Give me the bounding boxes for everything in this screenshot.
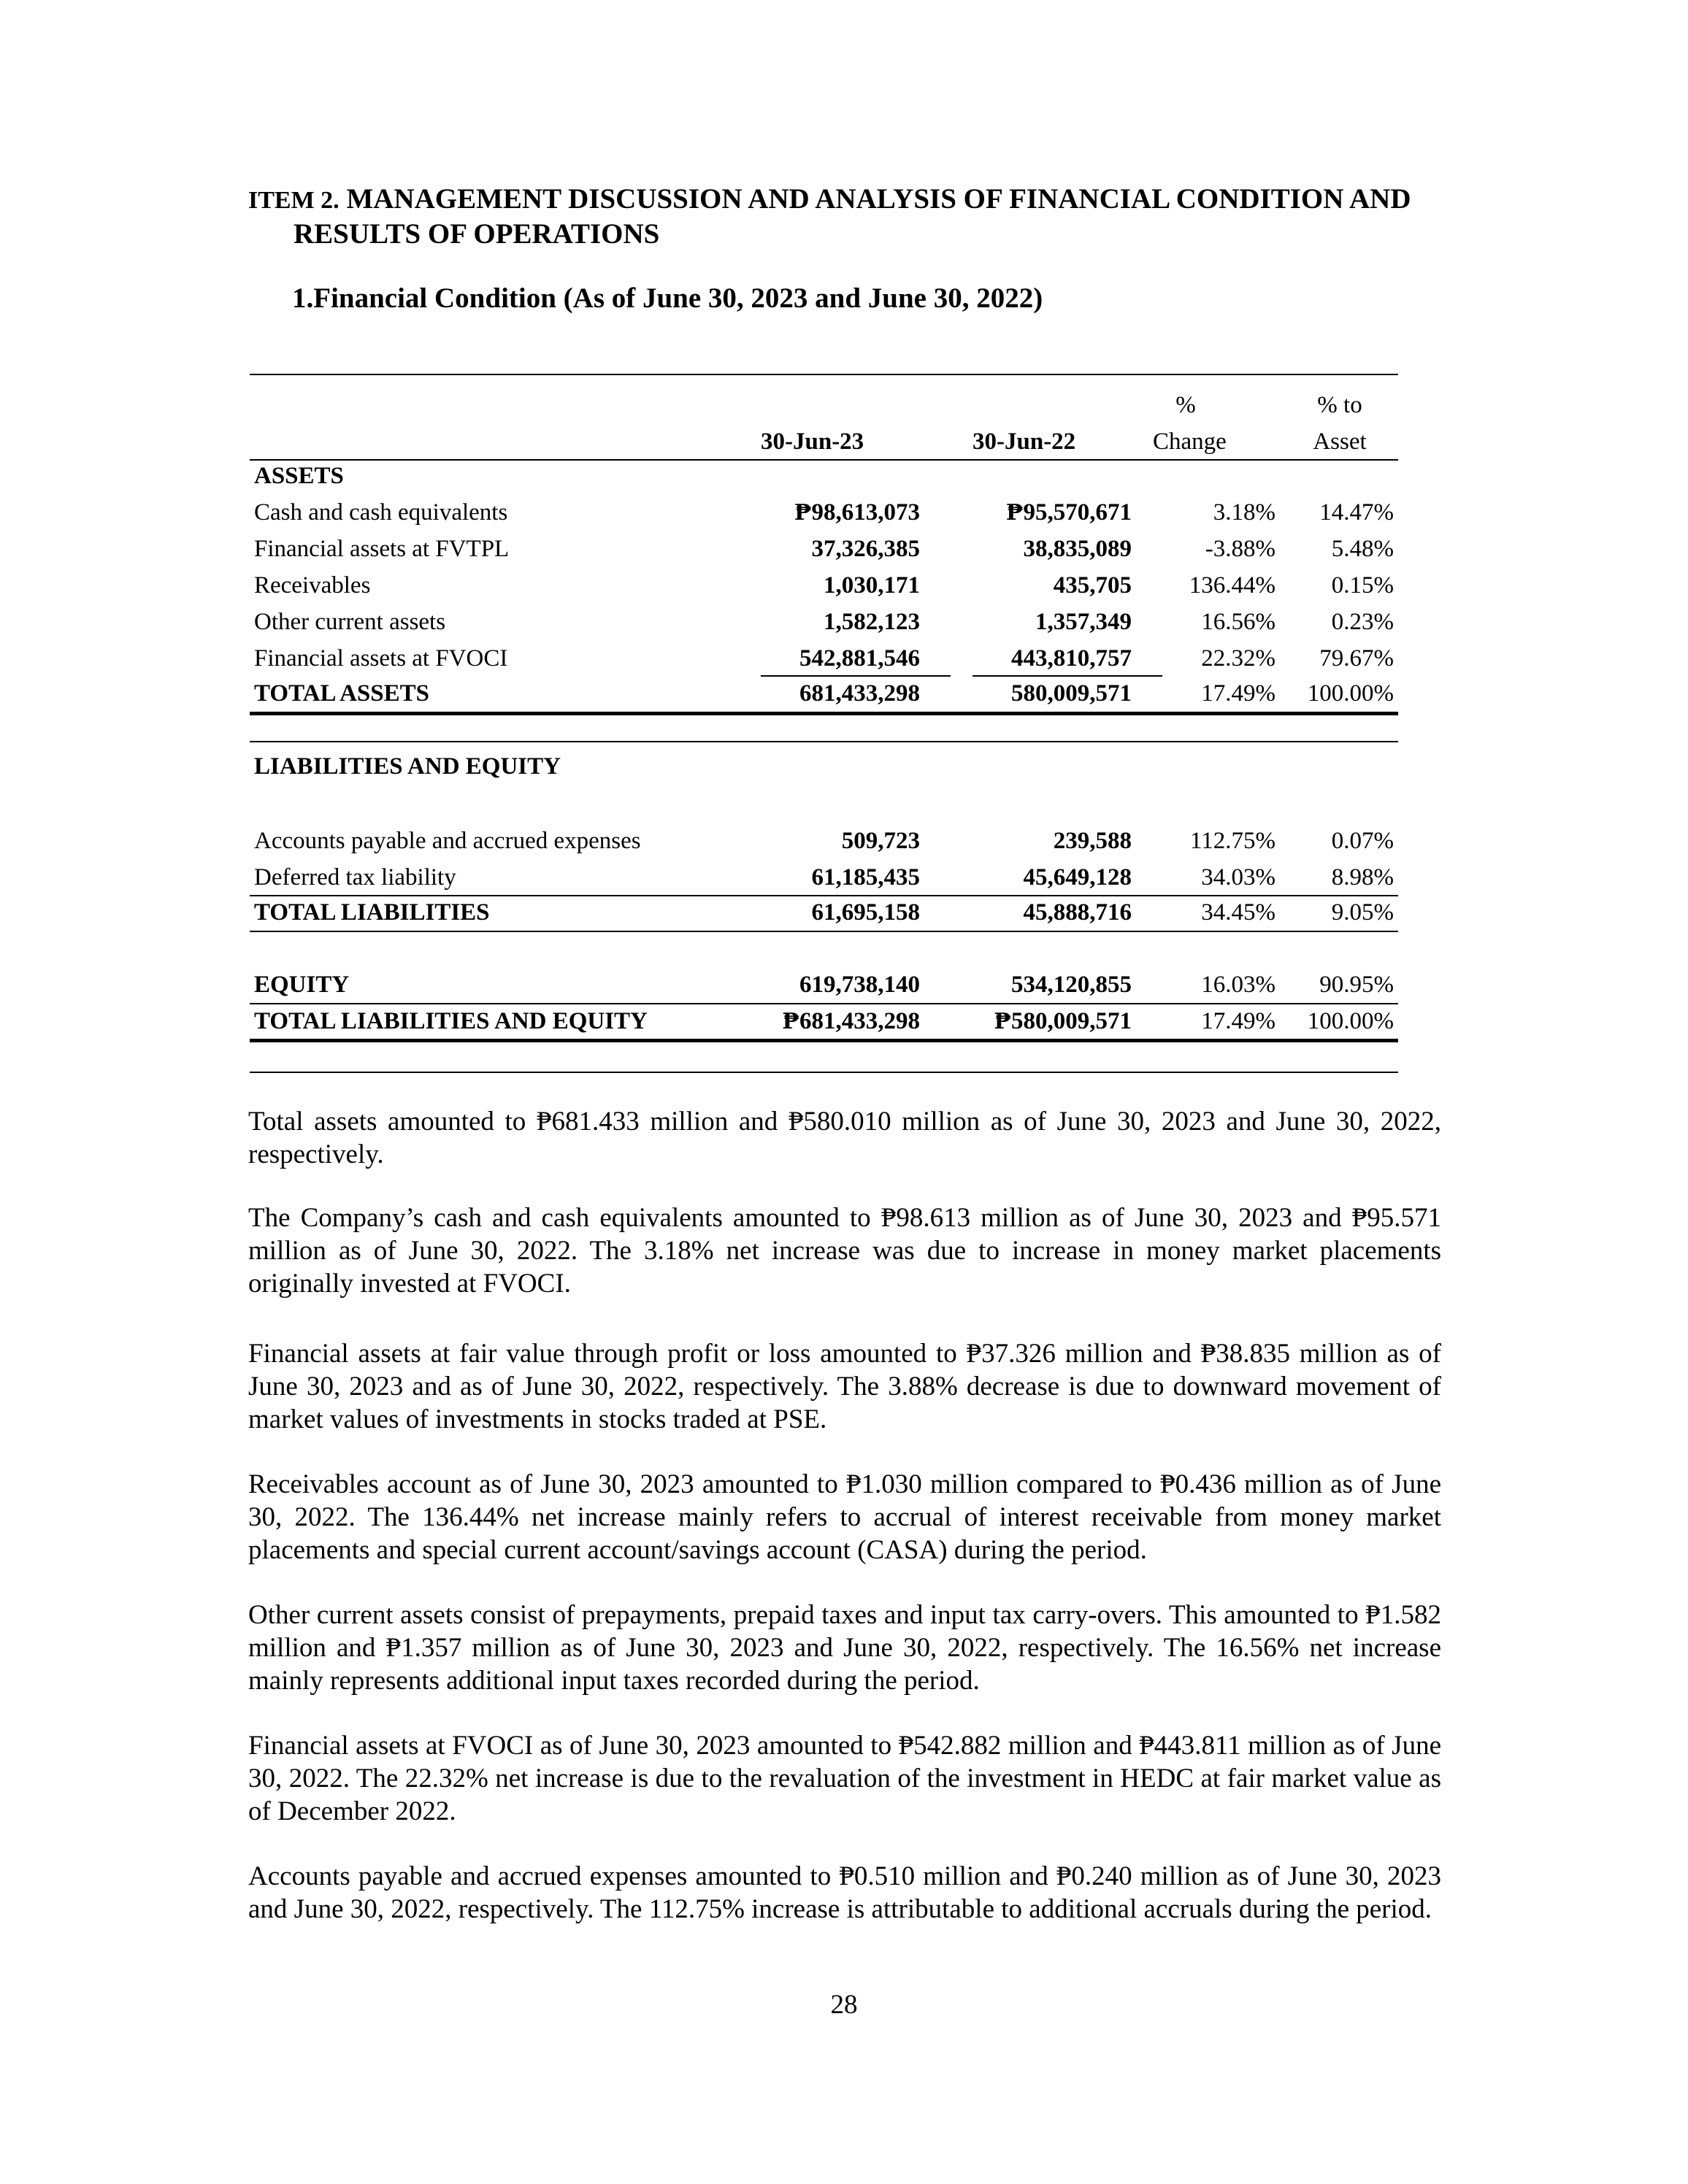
item-heading: [248, 182, 1453, 251]
section-title: 1.Financial Condition (As of June 30, 2023 and June 30, 2022): [292, 282, 1043, 314]
total-liabilities-equity-row: TOTAL LIABILITIES AND EQUITY ₱681,433,298 ₱580,009,571 17.49% 100.00%: [254, 1008, 1394, 1034]
paragraph-cash: The Company’s cash and cash equivalents amounted to ₱98.613 million as of June 30, 2023 and ₱95.571 million as of June 30, 2022. The 3.18% net increase was due to increase in money market placements originally invested at FVOCI.: [248, 1203, 1441, 1299]
table-row: Deferred tax liability 61,185,435 45,649,128 34.03% 8.98%: [254, 864, 1394, 891]
item-title-line1: MANAGEMENT DISCUSSION AND ANALYSIS OF FINANCIAL CONDITION AND: [346, 183, 1411, 215]
paragraph-fvoci: Financial assets at FVOCI as of June 30, 2023 amounted to ₱542.882 million and ₱443.811 million as of June 30, 2022. The 22.32% net increase is due to the revaluation of the investment in HEDC at fair market value as of December 2022.: [248, 1731, 1441, 1826]
paragraph-other-current-assets: Other current assets consist of prepayments, prepaid taxes and input tax carry-overs. This amounted to ₱1.582 million and ₱1.357 million as of June 30, 2023 and June 30, 2022, respectively. The 16.56% net increase mainly represents additional input taxes recorded during the period.: [248, 1600, 1441, 1696]
table-row: Financial assets at FVTPL 37,326,385 38,835,089 -3.88% 5.48%: [254, 536, 1394, 562]
paragraph-receivables: Receivables account as of June 30, 2023 amounted to ₱1.030 million compared to ₱0.436 million as of June 30, 2022. The 136.44% net increase mainly refers to accrual of interest receivable from money market placements and special current account/savings account (CASA) during the period.: [248, 1469, 1441, 1565]
total-liabilities-row: TOTAL LIABILITIES 61,695,158 45,888,716 34.45% 9.05%: [254, 899, 1394, 926]
header-pct-to-asset: Asset: [1313, 428, 1367, 455]
liabilities-top-rule: [250, 741, 1398, 742]
header-30-jun-22: 30-Jun-22: [972, 428, 1076, 455]
item-title-line2: RESULTS OF OPERATIONS: [294, 218, 660, 250]
table-row: Other current assets 1,582,123 1,357,349 16.56% 0.23%: [254, 609, 1394, 635]
peso-sign: ₱: [782, 1009, 799, 1034]
paragraph-accounts-payable: Accounts payable and accrued expenses amounted to ₱0.510 million and ₱0.240 million as of June 30, 2023 and June 30, 2022, respectively. The 112.75% increase is attributable to additional accruals during the period.: [248, 1861, 1441, 1924]
peso-sign: ₱: [994, 1009, 1011, 1034]
page-number: 28: [830, 1990, 858, 2020]
header-pct-asset-top: % to: [1317, 392, 1362, 418]
header-pct-change-top: %: [1175, 392, 1196, 418]
item-number: ITEM 2.: [248, 187, 339, 214]
total-liabilities-equity-double-rule: [250, 1039, 1398, 1042]
table-header-row-top: [250, 387, 1398, 423]
paragraph-fvtpl: Financial assets at fair value through profit or loss amounted to ₱37.326 million and ₱38.835 million as of June 30, 2023 and as of June 30, 2022, respectively. The 3.88% decrease is due to downward movement of market values of investments in stocks traded at PSE.: [248, 1339, 1441, 1434]
liabilities-equity-title: LIABILITIES AND EQUITY: [254, 753, 561, 780]
table-top-rule: [250, 374, 1398, 375]
table-header-row: [250, 423, 1398, 460]
header-pct-change: Change: [1153, 428, 1227, 455]
header-30-jun-23: 30-Jun-23: [761, 428, 864, 455]
table-row: Cash and cash equivalents ₱98,613,073 ₱95,570,671 3.18% 14.47%: [254, 499, 1394, 526]
total-assets-double-rule: [250, 712, 1398, 715]
table-row: Receivables 1,030,171 435,705 136.44% 0.15%: [254, 572, 1394, 599]
total-liabilities-bottom-rule: [250, 931, 1398, 932]
total-assets-row: TOTAL ASSETS 681,433,298 580,009,571 17.49% 100.00%: [254, 680, 1394, 707]
paragraph-total-assets: Total assets amounted to ₱681.433 million and ₱580.010 million as of June 30, 2023 and June 30, 2022, respectively.: [248, 1107, 1441, 1169]
peso-sign: ₱: [1005, 500, 1024, 526]
assets-title: ASSETS: [254, 463, 344, 489]
peso-sign: ₱: [794, 500, 812, 526]
table-row: Financial assets at FVOCI 542,881,546 443,810,757 22.32% 79.67%: [254, 645, 1394, 672]
table-bottom-rule: [250, 1072, 1398, 1073]
table-row: Accounts payable and accrued expenses 509,723 239,588 112.75% 0.07%: [254, 828, 1394, 854]
equity-row: EQUITY 619,738,140 534,120,855 16.03% 90.95%: [254, 972, 1394, 998]
